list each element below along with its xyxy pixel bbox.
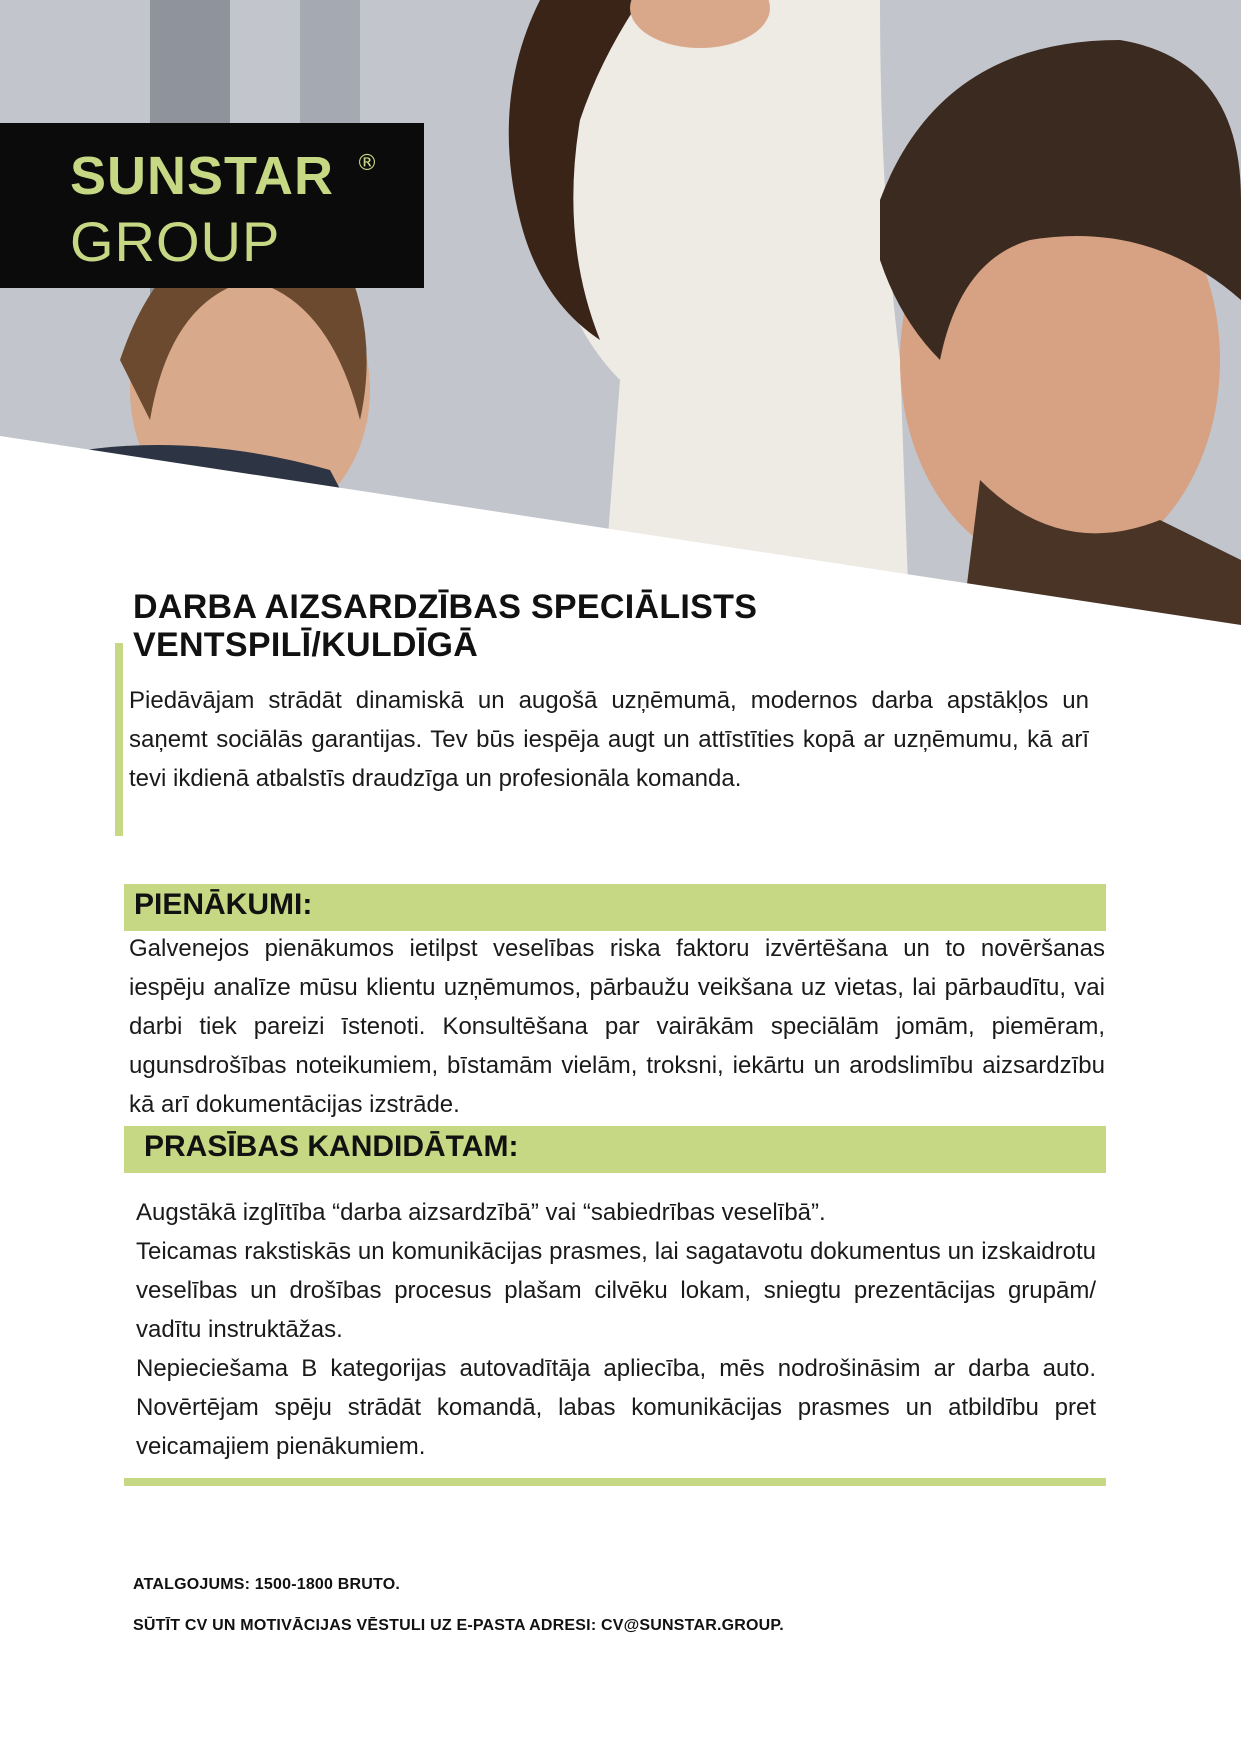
diagonal-cut [0, 0, 1241, 640]
job-title-line-1: DARBA AIZSARDZĪBAS SPECIĀLISTS [133, 588, 758, 626]
duties-heading-bar [124, 884, 1106, 931]
company-logo [0, 123, 424, 288]
intro-paragraph: Piedāvājam strādāt dinamiskā un augošā uzņēmumā, modernos darba apstākļos un saņemt sociālās garantijas. Tev būs iespēja augt un attīstīties kopā ar uzņēmumu, kā arī tevi ikdienā atbalstīs draudzīga un profesionāla komanda. [129, 687, 1089, 792]
intro-accent-bar [115, 643, 123, 836]
job-title [133, 588, 1033, 664]
requirements-heading: PRASĪBAS KANDIDĀTAM: [144, 1130, 519, 1163]
job-title-line-2: VENTSPILĪ/KULDĪGĀ [133, 626, 479, 664]
application-info: SŪTĪT CV UN MOTIVĀCIJAS VĒSTULI UZ E-PASTA ADRESI: CV@SUNSTAR.GROUP. [133, 1617, 784, 1634]
registered-mark: ® [356, 151, 378, 176]
requirement-item: Teicamas rakstiskās un komunikācijas prasmes, lai sagatavotu dokumentus un izskaidrotu veselības un drošības procesus plašam cilvēku lokam, sniegtu prezentācijas grupām/ vadītu instruktāžas. [136, 1238, 1096, 1343]
logo-wordmark-top: SUNSTAR [70, 146, 335, 206]
duties-heading: PIENĀKUMI: [134, 888, 313, 921]
salary-info: ATALGOJUMS: 1500-1800 BRUTO. [133, 1576, 400, 1593]
hero-photo [0, 0, 1241, 640]
bottom-divider [124, 1478, 1106, 1486]
duties-paragraph: Galvenejos pienākumos ietilpst veselības riska faktoru izvērtēšana un to novēršanas iespēju analīze mūsu klientu uzņēmumos, pārbaužu veikšana uz vietas, lai pārbaudītu, vai darbi tiek pareizi īstenoti. Konsultēšana par vairākām speciālām jomām, piemēram, ugunsdrošības noteikumiem, bīstamām vielām, troksni, iekārtu un arodslimību aizsardzību kā arī dokumentācijas izstrāde. [129, 935, 1105, 1118]
requirement-item: Nepieciešama B kategorijas autovadītāja apliecība, mēs nodrošināsim ar darba auto. Novērtējam spēju strādāt komandā, labas komunikācijas prasmes un atbildību pret veicamajiem pienākumiem. [136, 1355, 1096, 1460]
logo-wordmark-bottom: GROUP [70, 210, 281, 273]
requirements-list [136, 1193, 1096, 1466]
requirement-item: Augstākā izglītība “darba aizsardzībā” vai “sabiedrības veselībā”. [136, 1199, 826, 1226]
requirements-heading-bar [124, 1126, 1106, 1173]
